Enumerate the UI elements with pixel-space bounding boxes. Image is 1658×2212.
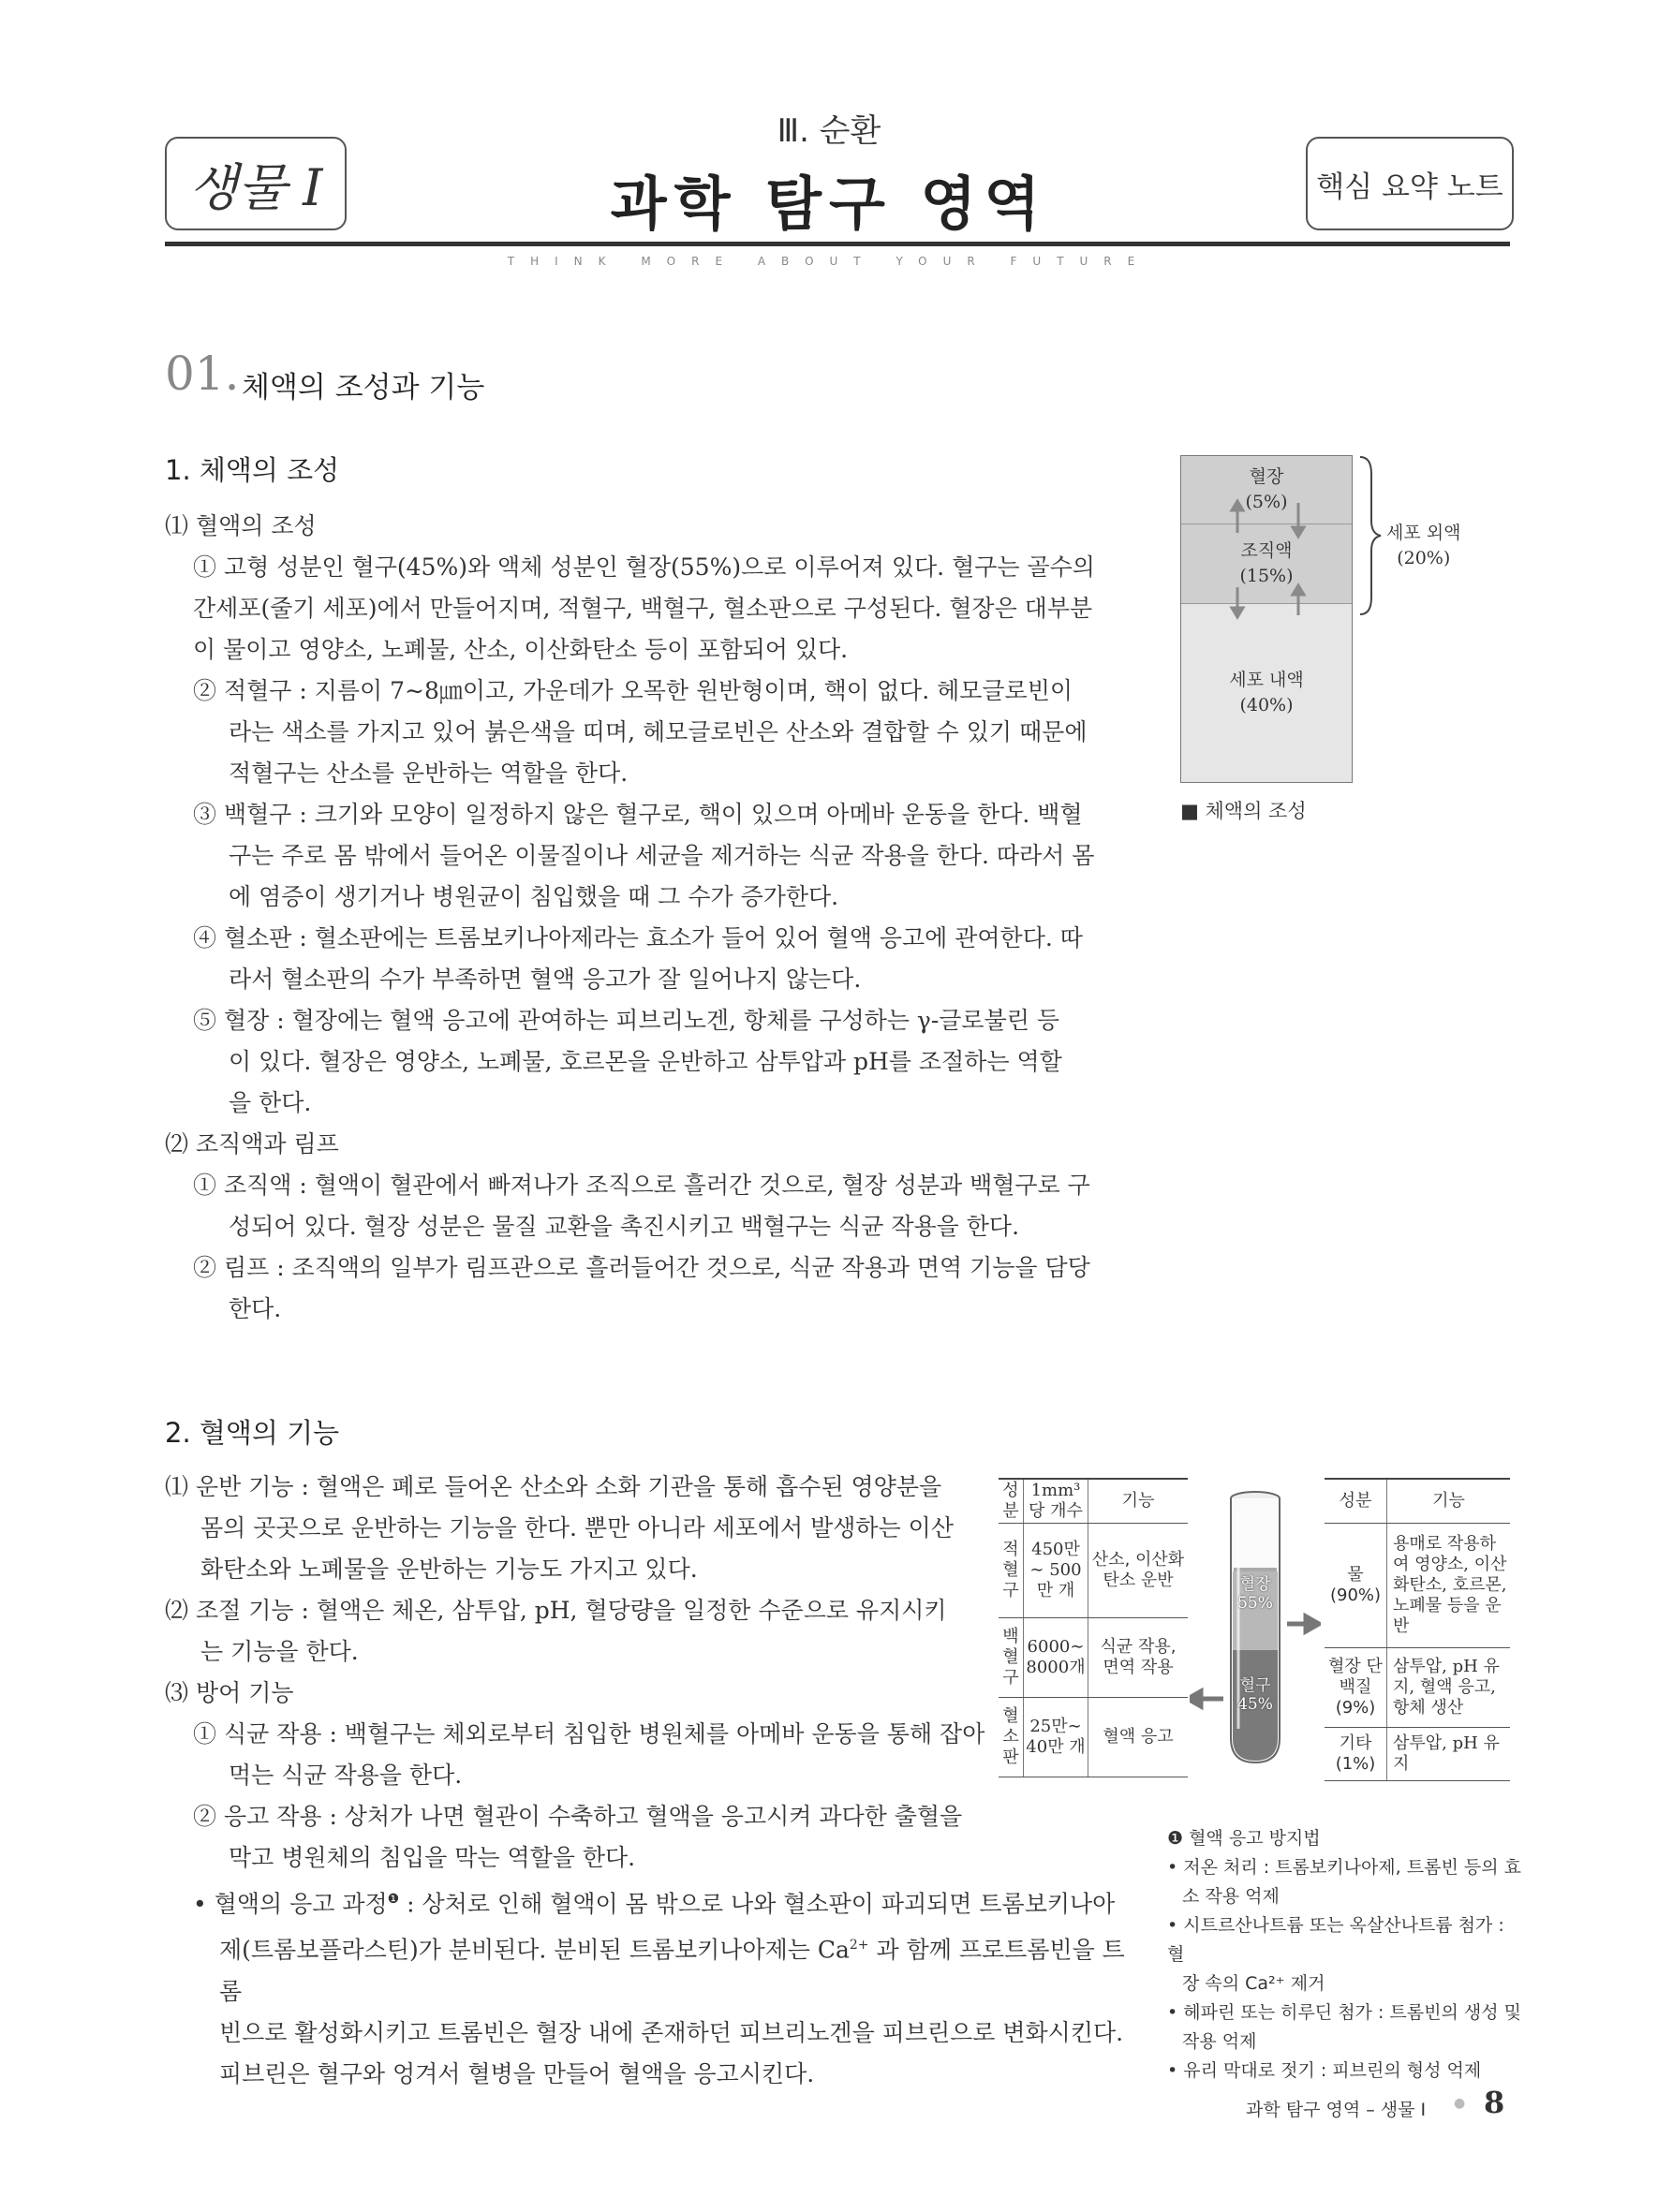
plasma-component: 혈장 단백질 (9%) bbox=[1325, 1648, 1387, 1728]
text-line: 는 기능을 한다. bbox=[200, 1638, 359, 1665]
text-line: 에 염증이 생기거나 병원균이 침입했을 때 그 수가 증가한다. bbox=[229, 883, 839, 910]
exchange-arrows bbox=[1181, 456, 1352, 782]
text-line: 피브린은 혈구와 엉겨서 혈병을 만들어 혈액을 응고시킨다. bbox=[219, 2059, 815, 2087]
footnote-item: • 유리 막대로 젓기 : 피브린의 형성 억제 bbox=[1167, 2060, 1482, 2081]
cell-name: 혈소판 bbox=[999, 1698, 1024, 1777]
table-header-row bbox=[999, 1479, 1188, 1524]
text-line: ② 림프 : 조직액의 일부가 림프관으로 흘러들어간 것으로, 식균 작용과 면역 기능을 담당 bbox=[193, 1254, 1090, 1281]
text-line: 이 있다. 혈장은 영양소, 노폐물, 호르몬을 운반하고 삼투압과 pH를 조절하는 역할 bbox=[229, 1048, 1062, 1075]
cell-function: 식균 작용, 면역 작용 bbox=[1088, 1618, 1189, 1698]
table-row bbox=[1325, 1728, 1510, 1781]
text-line: 먹는 식균 작용을 한다. bbox=[229, 1762, 463, 1789]
extracellular-label bbox=[1386, 521, 1460, 571]
plasma-function: 삼투압, pH 유지, 혈액 응고, 항체 생산 bbox=[1387, 1648, 1511, 1728]
table-row bbox=[1325, 1524, 1510, 1648]
table-row bbox=[999, 1524, 1188, 1618]
tube-plasma-label bbox=[1233, 1575, 1278, 1613]
plasma-function: 용매로 작용하여 영양소, 이산화탄소, 호르몬, 노폐물 등을 운반 bbox=[1387, 1524, 1511, 1648]
text-line: 을 한다. bbox=[229, 1089, 312, 1116]
text-line: 간세포(줄기 세포)에서 만들어지며, 적혈구, 백혈구, 혈소판으로 구성된다. 혈장은 대부분 bbox=[193, 595, 1093, 622]
sub-heading-tissue: ⑵ 조직액과 림프 bbox=[165, 1130, 339, 1158]
table-header: 기능 bbox=[1387, 1479, 1511, 1524]
note-badge bbox=[1306, 137, 1514, 230]
coag-text: : 상처로 인해 혈액이 몸 밖으로 나와 혈소판이 파괴되면 트롬보키나아 bbox=[399, 1890, 1116, 1918]
cell-count: 6000∼ 8000개 bbox=[1024, 1618, 1088, 1698]
tube-cells-name: 혈구 bbox=[1239, 1676, 1271, 1695]
coag-text: 제(트롬보플라스틴)가 분비된다. 분비된 트롬보키나아제는 Ca bbox=[219, 1936, 850, 1964]
header-rule bbox=[165, 242, 1510, 246]
blood-cell-table bbox=[999, 1478, 1188, 1777]
footnote-title: ❶ 혈액 응고 방지법 bbox=[1167, 1828, 1321, 1849]
extra-label: 세포 외액 bbox=[1386, 523, 1461, 543]
superscript: 2+ bbox=[849, 1938, 869, 1954]
extra-percent: (20%) bbox=[1397, 548, 1451, 568]
test-tube-illustration bbox=[1190, 1485, 1321, 1776]
footer-text: 과학 탐구 영역 – 생물 Ⅰ bbox=[1246, 2100, 1427, 2120]
text-line: ② 적혈구 : 지름이 7∼8㎛이고, 가운데가 오목한 원반형이며, 핵이 없다. 헤모글로빈이 bbox=[193, 677, 1073, 704]
footnote-item: 작용 억제 bbox=[1182, 2031, 1257, 2052]
tube-plasma-percent: 55% bbox=[1237, 1594, 1273, 1613]
plasma-label: 혈장 bbox=[1249, 466, 1284, 487]
tissue-label: 조직액 bbox=[1240, 540, 1293, 561]
coag-title: • 혈액의 응고 과정 bbox=[193, 1890, 388, 1918]
diagram-caption: ■ 체액의 조성 bbox=[1180, 800, 1307, 822]
intra-label: 세포 내액 bbox=[1229, 670, 1304, 690]
cell-count: 450만∼ 500만 개 bbox=[1024, 1524, 1088, 1618]
text-line: 라는 색소를 가지고 있어 붉은색을 띠며, 헤모글로빈은 산소와 결합할 수 있기 때문에 bbox=[229, 718, 1088, 745]
tube-cells-percent: 45% bbox=[1237, 1695, 1273, 1714]
paragraph-coagulation bbox=[193, 1879, 1130, 2095]
cell-function: 산소, 이산화탄소 운반 bbox=[1088, 1524, 1189, 1618]
plasma-function: 삼투압, pH 유지 bbox=[1387, 1728, 1511, 1781]
tagline: THINK MORE ABOUT YOUR FUTURE bbox=[507, 255, 1151, 268]
text-line bbox=[193, 1924, 1130, 2012]
text-line: 구는 주로 몸 밖에서 들어온 이물질이나 세균을 제거하는 식균 작용을 한다. 따라서 몸 bbox=[229, 842, 1095, 869]
sub-heading-blood: ⑴ 혈액의 조성 bbox=[165, 512, 317, 539]
footnote-box bbox=[1167, 1824, 1523, 2086]
body-fluid-diagram bbox=[1180, 455, 1353, 783]
note-label: 핵심 요약 노트 bbox=[1316, 170, 1503, 204]
text-line: ① 조직액 : 혈액이 혈관에서 빠져나가 조직으로 흘러간 것으로, 혈장 성분과 백혈구로 구 bbox=[193, 1172, 1090, 1199]
subject-label: 생물 Ⅰ bbox=[188, 157, 323, 217]
table-header: 1mm³당 개수 bbox=[1024, 1479, 1088, 1524]
tube-plasma-name: 혈장 bbox=[1239, 1575, 1271, 1594]
paragraph-composition bbox=[193, 547, 1130, 1124]
text-line: ① 식균 작용 : 백혈구는 체외로부터 침입한 병원체를 아메바 운동을 통해 잡아 bbox=[193, 1720, 985, 1747]
part2-heading: 2. 혈액의 기능 bbox=[165, 1417, 340, 1449]
text-line: ② 응고 작용 : 상처가 나면 혈관이 수축하고 혈액을 응고시켜 과다한 출혈을 bbox=[193, 1803, 963, 1830]
table-row bbox=[1325, 1648, 1510, 1728]
text-line: 성되어 있다. 혈장 성분은 물질 교환을 촉진시키고 백혈구는 식균 작용을 한다. bbox=[229, 1213, 1020, 1240]
text-line: 몸의 곳곳으로 운반하는 기능을 한다. 뿐만 아니라 세포에서 발생하는 이산 bbox=[200, 1514, 954, 1541]
text-line: 화탄소와 노폐물을 운반하는 기능도 가지고 있다. bbox=[200, 1556, 698, 1583]
text-line: 이 물이고 영양소, 노폐물, 산소, 이산화탄소 등이 포함되어 있다. bbox=[193, 636, 849, 663]
page-title: 과학 탐구 영역 bbox=[610, 170, 1048, 238]
text-line: ⑵ 조절 기능 : 혈액은 체온, 삼투압, pH, 혈당량을 일정한 수준으로 유지시키 bbox=[165, 1597, 947, 1624]
page-number: 8 bbox=[1484, 2085, 1505, 2120]
plasma-percent: (5%) bbox=[1245, 492, 1288, 512]
plasma-component: 물 (90%) bbox=[1325, 1524, 1387, 1648]
footnote-mark: ❶ bbox=[387, 1892, 400, 1907]
text-line: 한다. bbox=[229, 1295, 282, 1322]
table-header-row bbox=[1325, 1479, 1510, 1524]
text-line: ① 고형 성분인 혈구(45%)와 액체 성분인 혈장(55%)으로 이루어져 있다. 혈구는 골수의 bbox=[193, 553, 1095, 581]
table-header: 기능 bbox=[1088, 1479, 1189, 1524]
cell-function: 혈액 응고 bbox=[1088, 1698, 1189, 1777]
table-row bbox=[999, 1698, 1188, 1777]
text-line: ③ 백혈구 : 크기와 모양이 일정하지 않은 혈구로, 핵이 있으며 아메바 운동을 한다. 백혈 bbox=[193, 801, 1083, 828]
paragraph-functions bbox=[165, 1467, 989, 1879]
text-line: ⑶ 방어 기능 bbox=[165, 1679, 294, 1706]
plasma-table bbox=[1325, 1478, 1510, 1781]
table-header: 성분 bbox=[1325, 1479, 1387, 1524]
tissue-percent: (15%) bbox=[1239, 566, 1294, 586]
footer-dot: ● bbox=[1454, 2096, 1466, 2111]
text-line: ⑴ 운반 기능 : 혈액은 폐로 들어온 산소와 소화 기관을 통해 흡수된 영양분을 bbox=[165, 1473, 942, 1500]
table-row bbox=[999, 1618, 1188, 1698]
unit-title: Ⅲ. 순환 bbox=[777, 112, 881, 150]
table-header: 성분 bbox=[999, 1479, 1024, 1524]
footnote-item: • 저온 처리 : 트롬보키나아제, 트롬빈 등의 효 bbox=[1167, 1857, 1521, 1878]
part1-heading: 1. 체액의 조성 bbox=[165, 454, 340, 486]
text-line: 라서 혈소판의 수가 부족하면 혈액 응고가 잘 일어나지 않는다. bbox=[229, 966, 862, 993]
tube-cells-label bbox=[1233, 1676, 1278, 1714]
footnote-item: 소 작용 억제 bbox=[1182, 1886, 1280, 1907]
text-line: 막고 병원체의 침입을 막는 역할을 한다. bbox=[229, 1844, 636, 1871]
text-line bbox=[193, 1879, 1130, 1924]
plasma-component: 기타 (1%) bbox=[1325, 1728, 1387, 1781]
footnote-item: • 시트르산나트륨 또는 옥살산나트륨 첨가 : 혈 bbox=[1167, 1915, 1504, 1965]
footnote-item: • 헤파린 또는 히루딘 첨가 : 트롬빈의 생성 및 bbox=[1167, 2002, 1521, 2023]
coag-text: 과 함께 프로트롬빈을 트롬 bbox=[219, 1936, 1125, 2005]
text-line: ④ 혈소판 : 혈소판에는 트롬보키나아제라는 효소가 들어 있어 혈액 응고에 관여한다. 따 bbox=[193, 924, 1083, 951]
cell-name: 적혈구 bbox=[999, 1524, 1024, 1618]
section-number: 01. bbox=[165, 347, 240, 401]
text-line: 빈으로 활성화시키고 트롬빈은 혈장 내에 존재하던 피브리노겐을 피브린으로 변화시킨다. bbox=[219, 2018, 1124, 2046]
intra-percent: (40%) bbox=[1239, 695, 1294, 715]
footnote-item: 장 속의 Ca²⁺ 제거 bbox=[1182, 1973, 1325, 1994]
section-title: 체액의 조성과 기능 bbox=[242, 371, 485, 405]
text-line: ⑤ 혈장 : 혈장에는 혈액 응고에 관여하는 피브리노겐, 항체를 구성하는 γ-글로불린 등 bbox=[193, 1007, 1059, 1034]
extracellular-brace bbox=[1356, 455, 1384, 616]
cell-name: 백혈구 bbox=[999, 1618, 1024, 1698]
cell-count: 25만∼ 40만 개 bbox=[1024, 1698, 1088, 1777]
text-line: 적혈구는 산소를 운반하는 역할을 한다. bbox=[229, 759, 629, 787]
paragraph-tissue bbox=[193, 1165, 1130, 1330]
